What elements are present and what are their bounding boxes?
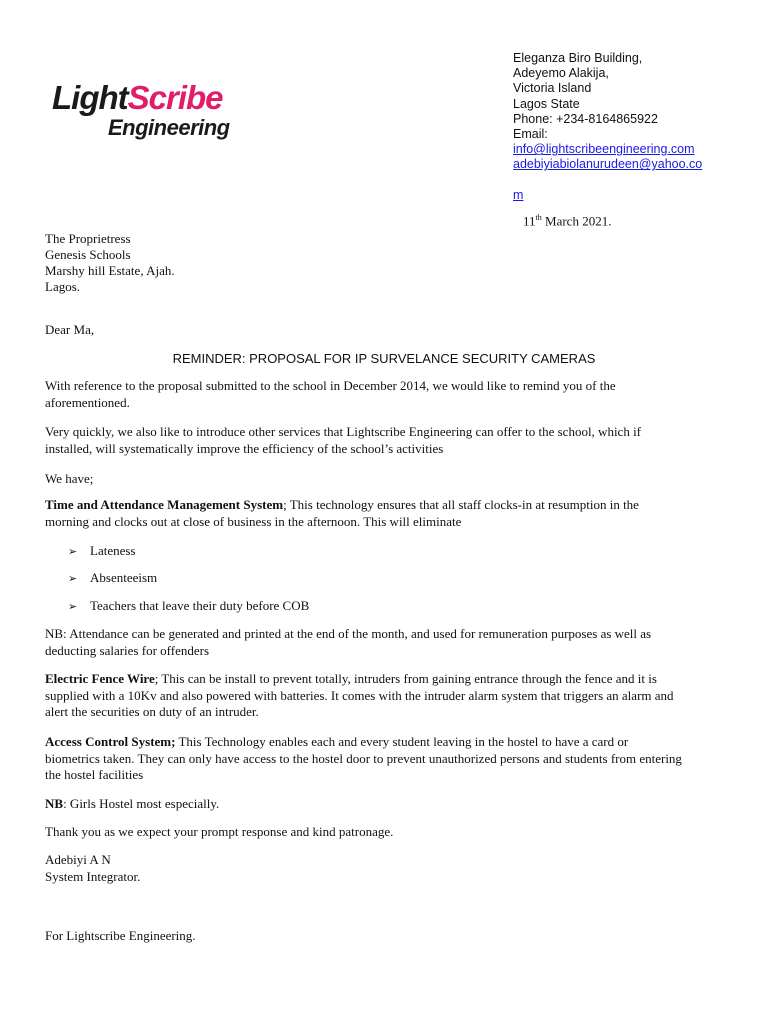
arrow-bullet-icon: ➢ (68, 572, 78, 585)
hostel-note: NB: Girls Hostel most especially. (45, 796, 220, 811)
phone-number: Phone: +234-8164865922 (513, 111, 658, 126)
recipient-line: The Proprietress (45, 231, 131, 246)
salutation: Dear Ma, (45, 322, 95, 337)
signer-name: Adebiyi A N (45, 852, 111, 867)
company-logo (52, 80, 242, 148)
recipient-address (45, 231, 175, 295)
attendance-note: NB: Attendance can be generated and printed at the end of the month, and used for remuneration purposes as well as deducting salaries for offenders (45, 626, 652, 658)
we-have-text: We have; (45, 471, 94, 486)
electric-fence-paragraph: Electric Fence Wire; This can be install to prevent totally, intruders from gaining entrance through the fence and it is supplied with a 10Kv and also powered with batteries. It comes with the intruder alarm system that triggers an alarm and alert the securities on duty of an intruder. (45, 671, 674, 719)
address-line: Lagos State (513, 96, 580, 111)
email-link-info[interactable]: info@lightscribeengineering.com (513, 142, 695, 157)
signature-block (45, 852, 735, 885)
logo-wordmark: LightScribe (52, 79, 223, 116)
services-paragraph: Very quickly, we also like to introduce other services that Lightscribe Engineering can offer to the school, which if installed, will systematically improve the efficiency of the school’s activities (45, 424, 642, 456)
arrow-bullet-icon: ➢ (68, 545, 78, 558)
sender-address (513, 51, 758, 203)
closing-line: For Lightscribe Engineering. (45, 928, 196, 943)
attendance-system-paragraph: Time and Attendance Management System; This technology ensures that all staff clocks-in at resumption in the morning and clocks out at close of business in the afternoon. This will eliminate (45, 497, 639, 529)
arrow-bullet-icon: ➢ (68, 600, 78, 613)
subject-line: REMINDER: PROPOSAL FOR IP SURVELANCE SECURITY CAMERAS (172, 351, 596, 366)
intro-paragraph: With reference to the proposal submitted to the school in December 2014, we would like to remind you of the aforementioned. (45, 378, 616, 410)
list-item: ➢ Absenteeism (68, 570, 158, 585)
access-control-heading: Access Control System; (45, 734, 176, 749)
address-line: Eleganza Biro Building, (513, 51, 643, 65)
recipient-line: Genesis Schools (45, 247, 131, 262)
logo-subtitle: Engineering (108, 115, 230, 140)
email-link-personal[interactable]: adebiyiabiolanurudeen@yahoo.co (513, 157, 703, 172)
list-item: ➢ Lateness (68, 543, 136, 558)
recipient-line: Lagos. (45, 279, 81, 294)
recipient-line: Marshy hill Estate, Ajah. (45, 263, 175, 278)
signer-title: System Integrator. (45, 868, 141, 884)
address-line: Adeyemo Alakija, (513, 66, 609, 81)
access-control-paragraph: Access Control System; This Technology enables each and every student leaving in the hostel to have a card or biometrics taken. They can only have access to the hostel door to prevent unauthorized persons and students from entering the hostel facilities (45, 734, 682, 782)
electric-fence-heading: Electric Fence Wire (45, 671, 155, 686)
attendance-system-heading: Time and Attendance Management System (45, 497, 284, 512)
address-line: Victoria Island (513, 81, 592, 96)
email-link-personal-wrap[interactable]: m (513, 187, 524, 202)
letter-date: 11th March 2021. (523, 213, 612, 229)
list-item: ➢ Teachers that leave their duty before COB (68, 598, 310, 613)
thanks-text: Thank you as we expect your prompt response and kind patronage. (45, 824, 394, 839)
email-label: Email: (513, 127, 548, 142)
